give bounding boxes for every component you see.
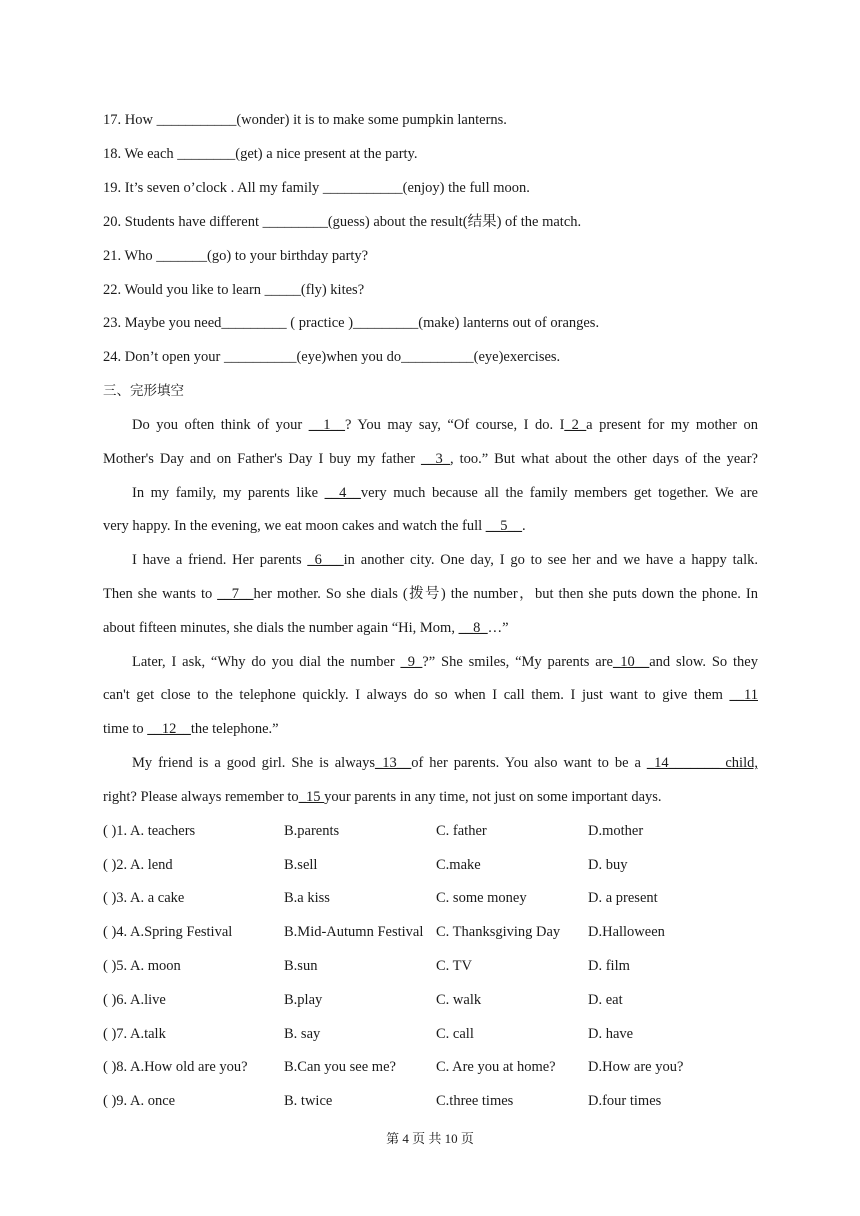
fill-item-23: 23. Maybe you need_________ ( practice )_________(make) lanterns out of oranges. — [103, 315, 600, 331]
passage-text: very happy. In the evening, we eat moon cakes and watch the full — [103, 518, 486, 534]
passage-line — [103, 516, 758, 536]
question-number: ( )6. A.live — [103, 992, 166, 1008]
blank-9: _9_ — [400, 654, 423, 670]
passage-line — [103, 618, 758, 638]
option-c: C. call — [436, 1026, 474, 1042]
question-number: ( )5. A. moon — [103, 958, 181, 974]
passage-text: of her parents. You also want to be a — [411, 755, 647, 771]
passage-line — [103, 584, 758, 604]
blank-13: _13__ — [375, 755, 412, 771]
option-b: B.a kiss — [284, 890, 330, 906]
passage-text: your parents in any time, not just on some important days. — [324, 789, 662, 805]
option-d: D.How are you? — [588, 1059, 684, 1075]
passage-text: Later, I ask, “Why do you dial the number — [132, 654, 401, 670]
option-c: C.make — [436, 857, 481, 873]
passage-text: Then she wants to — [103, 586, 218, 602]
passage-text: My friend is a good girl. She is always — [132, 755, 375, 771]
fill-item-24: 24. Don’t open your __________(eye)when you do__________(eye)exercises. — [103, 349, 561, 365]
passage-line — [103, 685, 758, 705]
question-number: ( )1. A. teachers — [103, 823, 196, 839]
blank-6: _6___ — [307, 552, 344, 568]
option-d: D. a present — [588, 890, 658, 906]
fill-item-17: 17. How ___________(wonder) it is to make some pumpkin lanterns. — [103, 112, 507, 128]
passage-text: right? Please always remember to — [103, 789, 299, 805]
option-c: C. Thanksgiving Day — [436, 924, 561, 940]
option-d: D. buy — [588, 857, 628, 873]
blank-12: __12__ — [147, 721, 191, 737]
option-b: B.sun — [284, 958, 318, 974]
passage-line — [103, 652, 758, 672]
passage-text: her mother. So she dials (拨号) the number，but then she puts down the phone. In — [253, 586, 759, 602]
blank-5: __5__ — [485, 518, 523, 534]
fill-item-18: 18. We each ________(get) a nice present at the party. — [103, 146, 418, 162]
passage-text: about fifteen minutes, she dials the number again “Hi, Mom, — [103, 620, 459, 636]
question-number: ( )4. A.Spring Festival — [103, 924, 233, 940]
passage-text: . — [522, 518, 526, 534]
option-b: B.sell — [284, 857, 318, 873]
passage-text: very much because all the family members get together. We are — [360, 485, 758, 501]
passage-line — [103, 719, 758, 739]
option-d: D. have — [588, 1026, 634, 1042]
blank-15: _15 — [298, 789, 325, 805]
blank-7: __7__ — [217, 586, 254, 602]
option-b: B.play — [284, 992, 323, 1008]
passage-text: Do you often think of your — [132, 417, 309, 433]
question-number: ( )2. A. lend — [103, 857, 173, 873]
option-b: B.Can you see me? — [284, 1059, 396, 1075]
option-d: D. film — [588, 958, 630, 974]
fill-item-22: 22. Would you like to learn _____(fly) kites? — [103, 282, 365, 298]
page-footer: 第 4 页 共 10 页 — [386, 1131, 474, 1146]
passage-text: _____ child, — [683, 755, 758, 771]
option-c: C. TV — [436, 958, 472, 974]
option-c: C. Are you at home? — [436, 1059, 556, 1075]
passage-line — [103, 449, 758, 469]
passage-line — [103, 415, 758, 435]
passage-line — [103, 753, 758, 773]
blank-4: __4__ — [324, 485, 361, 501]
passage-line — [103, 483, 758, 503]
passage-text: , too.” But what about the other days of the year? — [450, 451, 758, 467]
passage-text: Mother's Day and on Father's Day I buy my father — [103, 451, 422, 467]
option-b: B. twice — [284, 1093, 333, 1109]
passage-text: …” — [487, 620, 509, 636]
fill-item-20: 20. Students have different _________(guess) about the result(结果) of the match. — [103, 214, 582, 230]
option-c: C. father — [436, 823, 487, 839]
passage-line — [103, 550, 758, 570]
passage-text: I have a friend. Her parents — [132, 552, 308, 568]
passage-text: can't get close to the telephone quickly. I always do so when I call them. I just want to give them — [103, 687, 730, 703]
blank-11: __11 — [729, 687, 758, 703]
passage-text: time to — [103, 721, 148, 737]
passage-line — [103, 787, 758, 807]
blank-2: _2_ — [564, 417, 587, 433]
question-number: ( )8. A.How old are you? — [103, 1059, 248, 1075]
passage-text: ?” She smiles, “My parents are — [422, 654, 613, 670]
option-b: B.Mid-Autumn Festival — [284, 924, 424, 940]
option-c: C. some money — [436, 890, 527, 906]
passage-text: and slow. So they — [649, 654, 758, 670]
passage-text: the telephone.” — [190, 721, 279, 737]
option-c: C. walk — [436, 992, 482, 1008]
passage-text: in another city. One day, I go to see her and we have a happy talk. — [343, 552, 758, 568]
passage-text: In my family, my parents like — [132, 485, 325, 501]
option-d: D.four times — [588, 1093, 662, 1109]
option-b: B.parents — [284, 823, 340, 839]
blank-14: _14__ — [646, 755, 684, 771]
option-b: B. say — [284, 1026, 321, 1042]
fill-item-21: 21. Who _______(go) to your birthday party? — [103, 248, 369, 264]
blank-8: __8_ — [458, 620, 488, 636]
section-title: 三、完形填空 — [103, 383, 184, 399]
question-number: ( )3. A. a cake — [103, 890, 185, 906]
blank-3: __3_ — [421, 451, 451, 467]
passage-text: a present for my mother on — [586, 417, 758, 433]
question-number: ( )9. A. once — [103, 1093, 176, 1109]
option-c: C.three times — [436, 1093, 514, 1109]
fill-item-19: 19. It’s seven o’clock . All my family ___________(enjoy) the full moon. — [103, 180, 530, 196]
blank-1: __1__ — [308, 417, 345, 433]
option-d: D.mother — [588, 823, 644, 839]
option-d: D. eat — [588, 992, 623, 1008]
passage-text: ? You may say, “Of course, I do. I — [345, 417, 565, 433]
question-number: ( )7. A.talk — [103, 1026, 166, 1042]
blank-10: _10__ — [612, 654, 650, 670]
option-d: D.Halloween — [588, 924, 665, 940]
